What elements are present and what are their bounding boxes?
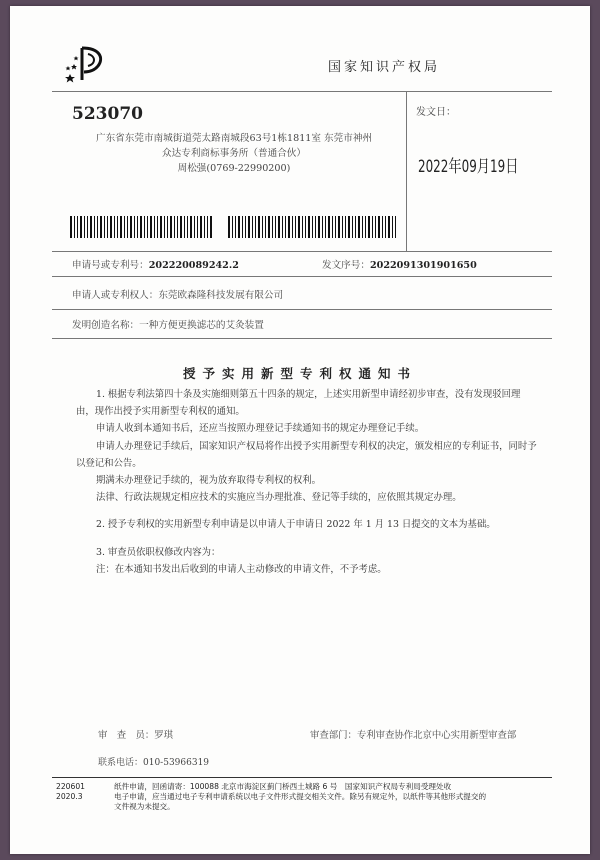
notice-body xyxy=(76,386,538,578)
applicant: 申请人或专利权人：东莞欧森隆科技发展有限公司 xyxy=(72,290,284,301)
postal-code: 523070 xyxy=(72,104,143,124)
paragraph: 1. 根据专利法第四十条及实施细则第五十四条的规定，上述实用新型申请经初步审查，没有发现驳回理由，现作出授予实用新型专利权的通知。 xyxy=(76,389,521,418)
barcode-left xyxy=(70,216,216,238)
divider xyxy=(52,251,552,252)
paragraph: 申请人收到本通知书后，还应当按照办理登记手续通知书的规定办理登记手续。 xyxy=(96,423,425,435)
divider xyxy=(52,276,552,277)
invention-title: 发明创造名称：一种方便更换滤芯的艾灸装置 xyxy=(72,320,264,331)
contact-phone: 联系电话：010-53966319 xyxy=(98,758,210,768)
dispatch-date-label: 发文日： xyxy=(416,107,456,118)
recipient-address: 广东省东莞市南城街道莞太路南城段63号1栋1811室 东莞市神州 众达专利商标事务所（普通合伙） 周松强(0769-22990200) xyxy=(95,133,373,174)
divider xyxy=(52,777,552,778)
notice-title: 授予实用新型专利权通知书 xyxy=(182,366,417,381)
application-number: 申请号或专利号：202220089242.2 xyxy=(72,260,239,271)
paragraph: 3. 审查员依职权修改内容为： xyxy=(96,546,221,558)
paragraph: 2. 授予专利权的实用新型专利申请是以申请人于申请日 2022 年 1 月 13 日提交的文本为基础。 xyxy=(96,519,496,531)
document-serial: 发文序号：2022091301901650 xyxy=(322,260,477,271)
exam-department: 审查部门：专利审查协作北京中心实用新型审查部 xyxy=(310,730,517,741)
footer-note: 纸件申请，回函请寄：100088 北京市海淀区蓟门桥西土城路 6 号 国家知识产权局专利局受理处收 电子申请，应当通过电子专利申请系统以电子文件形式提交相关文件。除另有规定外，以纸件等其他形式提交的 文件视为未提交。 xyxy=(114,782,487,811)
divider xyxy=(52,91,552,92)
divider xyxy=(52,338,552,339)
form-code: 220601 2020.3 xyxy=(56,782,85,801)
barcode-right xyxy=(228,216,398,238)
paragraph: 期满未办理登记手续的，视为放弃取得专利权的权利。 xyxy=(96,475,322,487)
notice-page xyxy=(10,6,590,854)
divider xyxy=(52,309,552,310)
org-name: 国家知识产权局 xyxy=(327,60,440,75)
paragraph: 申请人办理登记手续后，国家知识产权局将作出授予实用新型专利权的决定，颁发相应的专利证书，同时予以登记和公告。 xyxy=(76,440,537,469)
examiner: 审 查 员：罗琪 xyxy=(98,730,174,741)
paragraph: 法律、行政法规规定相应技术的实施应当办理批准、登记等手续的，应依照其规定办理。 xyxy=(96,492,462,504)
dispatch-date: 2022年09月19日 xyxy=(418,157,519,177)
paragraph: 注：在本通知书发出后收到的申请人主动修改的申请文件，不予考虑。 xyxy=(96,563,387,575)
